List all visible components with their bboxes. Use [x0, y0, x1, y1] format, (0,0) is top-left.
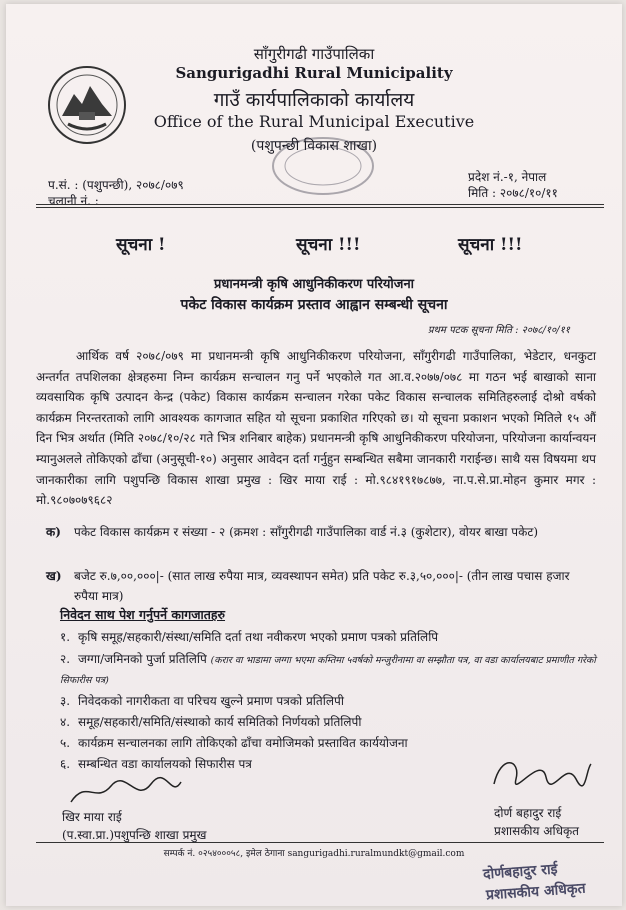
item-text: बजेट रु.७,००,०००|- (सात लाख रुपैया मात्र, व्यवस्थापन समेत) प्रति पकेट रु.३,५०,०००|- (तीन लाख पचास हजार रुपैया मात्र) [74, 569, 570, 603]
document-list-item: ६. सम्बन्धित वडा कार्यालयको सिफारीस पत्र [60, 757, 252, 771]
document-list-item: ४. समूह/सहकारी/समिति/संस्थाको कार्य समितिको निर्णयको प्रतिलिपी [60, 715, 362, 729]
notice-body [36, 346, 596, 511]
reference-number: प.सं. : (पशुपन्छी), २०७८/०७९ [48, 178, 184, 192]
header-divider [36, 204, 604, 205]
left-signature [66, 774, 186, 810]
notice-document [6, 4, 622, 906]
document-list-item: २. जग्गा/जमिनको पुर्जा प्रतिलिपि (करार वा भाडामा जग्गा भएमा कम्तिमा ५वर्षको मन्जुरीनामा वा सम्झौता पत्र, वा वडा कार्यालयबाट प्रमाणीत गरेको सिफारीस पत्र) [60, 652, 596, 686]
notice-subject: पकेट विकास कार्यक्रम प्रस्ताव आह्वान सम्बन्धी सूचना [180, 297, 448, 313]
document-list-item: ५. कार्यक्रम सन्चालनका लागि तोकिएको ढाँचा वमोजिमको प्रस्तावित कार्ययोजना [60, 736, 408, 750]
project-title: प्रधानमन्त्री कृषि आधुनिकीकरण परियोजना [213, 277, 415, 292]
first-publish-date: प्रथम पटक सूचना मिति : २०७८/१०/११ [427, 325, 570, 336]
notice-word-2: सूचना !!! [296, 235, 361, 255]
item-text: पकेट विकास कार्यक्रम र संख्या - २ (क्रमश : साँगुरीगढी गाउँपालिका वार्ड नं.३ (कुशेटार), वोयर बाखा पकेट) [74, 525, 539, 539]
footer-divider [36, 842, 604, 843]
left-signatory-name: खिर माया राई [62, 810, 122, 824]
office-name-nepali: गाउँ कार्यपालिकाको कार्यालय [213, 89, 415, 111]
province-label: प्रदेश नं.-१, नेपाल [468, 170, 547, 184]
office-name-english: Office of the Rural Municipal Executive [153, 112, 475, 131]
branch-name: (पशुपन्छी विकास शाखा) [250, 138, 378, 154]
office-stamp-seal [268, 134, 378, 198]
right-signature [486, 749, 596, 799]
title-stamp: प्रशासकीय अधिकृत [485, 880, 587, 904]
item-key: क) [46, 525, 61, 539]
body-paragraph: आर्थिक वर्ष २०७८/०७९ मा प्रधानमन्त्री कृषि आधुनिकीकरण परियोजना, साँगुरीगढी गाउँपालिका, भेडेटार, धनकुटा अन्तर्गत तपशिलका क्षेत्रहरुमा निम्न कार्यक्रम सन्चालन गनु पर्ने भएकोले गत आ.व.२०७७/०७८ मा गठन भई बाखाको साना व्यवसायिक कृषि उत्पादन केन्द्र (पकेट) विकास कार्यक्रम सन्चालन गरेका पकेट विकास सन्चालक समितिहरुलाई दोश्रो वर्षको कार्यक्रम निरन्तरताको लागि आवश्यक कागजात सहित यो सूचना प्रकाशित गरिएको छ। यो सूचना प्रकाशन भएको मितिले १५ औं दिन भित्र अर्थात (मिति २०७८/१०/२८ गते भित्र शनिबार बाहेक) प्रधानमन्त्री कृषि आधुनिकीकरण परियोजना, परियोजना कार्यान्वयन म्यानुअलले तोकिएको ढाँचा (अनुसूची-१०) अनुसार आवेदन दर्ता गर्नुहुन सम्बन्धित सबैमा जानकारी गराईन्छ। साथै यस विषयमा थप जानकारीका लागि पशुपन्छि विकास शाखा प्रमुख : खिर माया राई : मो.९८४१९१७८७७, ना.प.से.प्रा.मोहन कुमार मगर : मो.९८०७०७९६८२ [36, 349, 596, 508]
footer-contact: सम्पर्क नं. ०२५४०००५८, इमेल ठेगाना sangurigadhi.ruralmundkt@gmail.com [163, 849, 465, 859]
right-signatory-title: प्रशासकीय अधिकृत [494, 824, 580, 838]
municipality-name-nepali: साँगुरीगढी गाउँपालिका [253, 45, 375, 63]
document-list-item: १. कृषि समूह/सहकारी/संस्था/समिति दर्ता तथा नवीकरण भएको प्रमाण पत्रको प्रतिलिपि [60, 630, 439, 644]
right-signatory-name: दोर्ण बहादुर राई [494, 806, 562, 820]
left-signatory-title: (प.स्वा.प्रा.)पशुपन्छि शाखा प्रमुख [62, 828, 207, 842]
municipality-name-english: Sangurigadhi Rural Municipality [175, 64, 453, 82]
name-stamp: दोर्णबहादुर राई [482, 861, 559, 883]
item-key: ख) [46, 569, 62, 583]
header-divider-2 [36, 207, 604, 208]
issue-date: मिति : २०७८/१०/११ [468, 186, 558, 200]
budget-item [46, 566, 594, 606]
program-item [46, 522, 594, 542]
document-list-item: ३. निवेदकको नागरीकता वा परिचय खुल्ने प्रमाण पत्रको प्रतिलिपी [60, 694, 344, 708]
documents-heading: निवेदन साथ पेश गर्नुपर्ने कागजातहरु [60, 607, 226, 622]
notice-word-1: सूचना ! [116, 235, 166, 255]
notice-word-3: सूचना !!! [458, 235, 523, 255]
document-note: (करार वा भाडामा जग्गा भएमा कम्तिमा ५वर्षको मन्जुरीनामा वा सम्झौता पत्र, वा वडा कार्यालयबाट प्रमाणीत गरेको सिफारीस पत्र) [60, 655, 596, 686]
dispatch-number: चलानी नं. : [48, 194, 99, 208]
